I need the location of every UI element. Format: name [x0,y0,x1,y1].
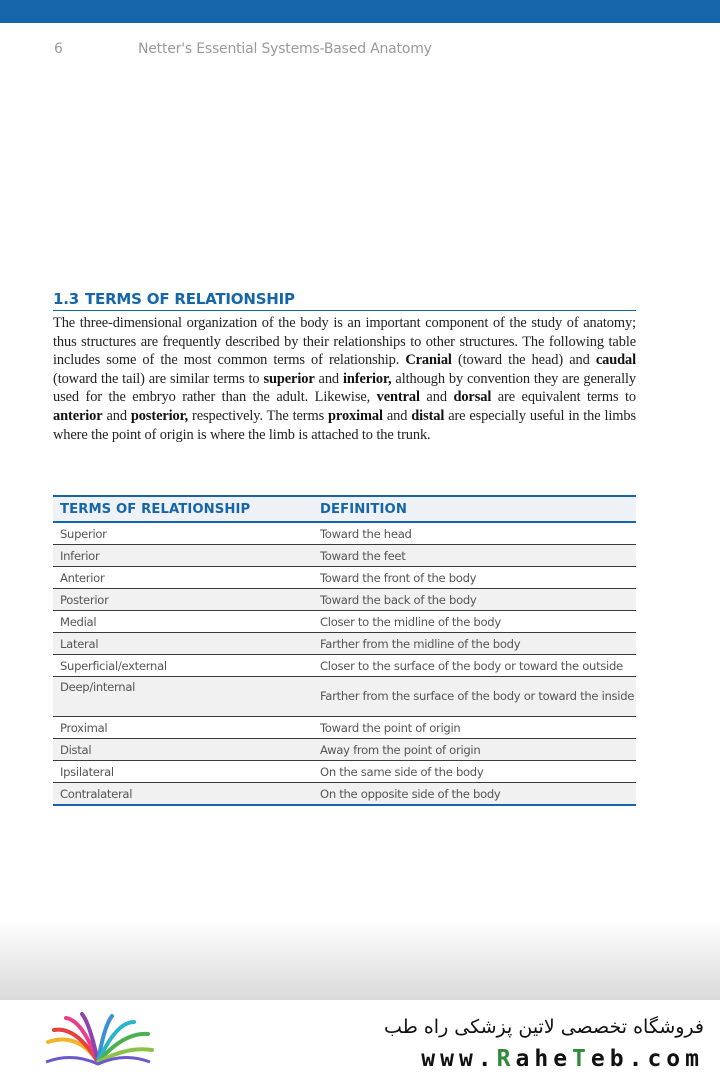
definition-cell: Toward the feet [313,545,636,567]
body-text-run: respectively. The terms [188,407,329,424]
book-title: Netter's Essential Systems-Based Anatomy [138,41,432,57]
term-cell: Inferior [53,545,313,567]
bold-term: inferior, [342,370,392,387]
bold-term: dorsal [453,389,492,406]
section-number: 1.3 [53,290,79,308]
open-book-logo-icon [38,1012,158,1072]
bold-term: anterior [53,407,103,424]
definition-cell: On the opposite side of the body [313,783,636,806]
url-prefix: www. [421,1046,497,1072]
table-row [53,717,636,739]
url-suffix: .com [628,1046,704,1072]
body-text-run: and [382,407,412,424]
term-cell: Distal [53,739,313,761]
definition-cell: Toward the back of the body [313,589,636,611]
running-head [54,38,432,60]
table-row [53,567,636,589]
definition-cell: Closer to the midline of the body [313,611,636,633]
page-shadow [0,920,720,1002]
term-cell: Lateral [53,633,313,655]
section-body-paragraph [53,314,636,444]
store-url[interactable] [421,1046,704,1072]
definition-cell: Farther from the midline of the body [313,633,636,655]
definition-cell: Toward the point of origin [313,717,636,739]
bold-term: distal [411,407,445,424]
table-row [53,589,636,611]
bold-term: ventral [376,389,420,406]
url-letter-t: T [572,1046,591,1072]
definition-cell: Farther from the surface of the body or toward the inside [313,677,636,717]
term-cell: Contralateral [53,783,313,806]
body-text-run: (toward the head) and [451,352,596,369]
header-bar [0,0,720,23]
definition-cell: On the same side of the body [313,761,636,783]
table-row [53,677,636,717]
section-title: TERMS OF RELATIONSHIP [84,290,295,308]
table-row [53,611,636,633]
bold-term: Cranial [405,352,452,369]
table-row [53,783,636,806]
bold-term: caudal [595,352,636,369]
table-row [53,633,636,655]
term-cell: Anterior [53,567,313,589]
relationship-table [53,495,636,806]
term-cell: Medial [53,611,313,633]
definition-cell: Away from the point of origin [313,739,636,761]
url-part-eb: eb [590,1046,629,1072]
term-cell: Ipsilateral [53,761,313,783]
url-letter-r: R [496,1046,516,1072]
body-text-run: (toward the tail) are similar terms to [53,370,264,387]
table-row [53,739,636,761]
body-text-run: although by convention they are generally used for the embryo rather than the adult. Likewise, [53,370,636,406]
bold-term: proximal [328,407,383,424]
table-row [53,655,636,677]
body-text-run: and [419,389,454,406]
page-number: 6 [54,41,63,57]
definition-cell: Toward the front of the body [313,567,636,589]
table-row [53,522,636,545]
definition-cell: Closer to the surface of the body or toward the outside [313,655,636,677]
term-cell: Superficial/external [53,655,313,677]
term-cell: Proximal [53,717,313,739]
column-header-term: TERMS OF RELATIONSHIP [53,496,313,522]
table-header-row [53,496,636,522]
bold-term: posterior, [130,407,189,424]
url-part-ahe: ahe [515,1046,573,1072]
term-cell: Posterior [53,589,313,611]
body-text-run: are especially useful in the limbs where the point of origin is where the limb is attached to the trunk. [53,407,636,443]
term-cell: Superior [53,522,313,545]
bold-term: superior [263,370,315,387]
table-body [53,522,636,805]
term-cell: Deep/internal [53,677,313,717]
table-row [53,761,636,783]
definition-cell: Toward the head [313,522,636,545]
body-text-run: and [314,370,343,387]
body-text-run: are equivalent terms to [491,389,636,406]
store-name: فروشگاه تخصصی لاتین پزشکی راه طب [384,1016,704,1038]
column-header-definition: DEFINITION [313,496,636,522]
body-text-run: and [102,407,131,424]
body-text-run: The three-dimensional organization of the body is an important component of the study of anatomy; thus structures are frequently described by their relationships to other structures. The following table includes some of the most common terms of relationship. [53,315,636,369]
table-row [53,545,636,567]
section-heading [53,289,636,311]
